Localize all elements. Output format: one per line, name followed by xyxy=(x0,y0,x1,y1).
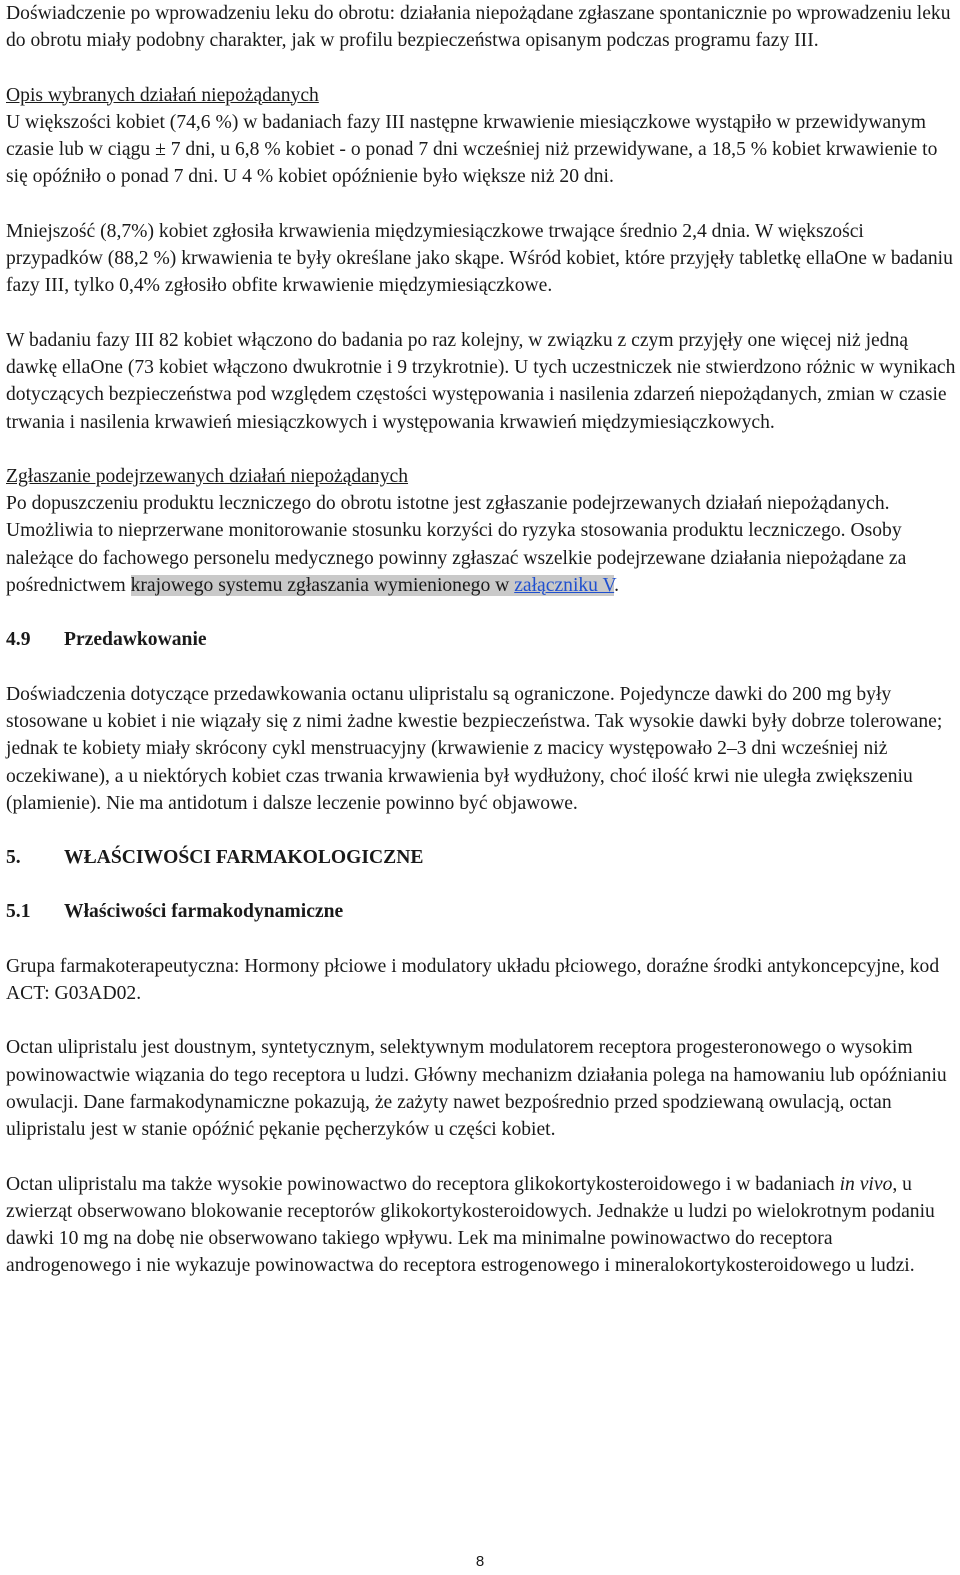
reporting-body: Po dopuszczeniu produktu leczniczego do obrotu istotne jest zgłaszanie podejrzewanych działań niepożądanych. Umożliwia to nieprzerwane monitorowanie stosunku korzyści do ryzyka stosowania produktu leczniczego. Osoby należące do fachowego personelu medycznego powinny zgłaszać wszelkie podejrzewane działania niepożądane za pośrednictwem krajowego systemu zgłaszania wymienionego w załączniku V. xyxy=(6,493,907,597)
reporting-section xyxy=(6,463,956,599)
section-5-number: 5. xyxy=(6,847,21,869)
section-5-title: WŁAŚCIWOŚCI FARMAKOLOGICZNE xyxy=(64,847,424,869)
selected-adverse-body: U większości kobiet (74,6 %) w badaniach fazy III następne krwawienie miesiączkowe wystąpiło w przewidywanym czasie lub w ciągu ± 7 dni, u 6,8 % kobiet - o ponad 7 dni wcześniej niż przewidywane, a 18,5 % kobiet krwawienie to się opóźniło o ponad 7 dni. U 4 % kobiet opóźnienie było większe niż 20 dni. xyxy=(6,111,938,188)
repeat-dose-paragraph: W badaniu fazy III 82 kobiet włączono do badania po raz kolejny, w związku z czym przyjęły one więcej niż jedną dawkę ellaOne (73 kobiet włączono dwukrotnie i 9 trzykrotnie). U tych uczestniczek nie stwierdzono różnic w wynikach dotyczących bezpieczeństwa pod względem częstości występowania i nasilenia zdarzeń niepożądanych, zmian w czasie trwania i nasilenia krwawień miesiączkowych i występowania krwawień międzymiesiączkowych. xyxy=(6,329,956,433)
page-number: 8 xyxy=(475,1553,485,1570)
section-5-1-heading xyxy=(6,898,956,925)
section-5-1-number: 5.1 xyxy=(6,901,31,923)
reporting-highlight: krajowego systemu zgłaszania wymienionego w załączniku V xyxy=(130,575,615,597)
minority-paragraph: Mniejszość (8,7%) kobiet zgłosiła krwawienia międzymiesiączkowe trwające średnio 2,4 dnia. W większości przypadków (88,2 %) krwawienia te były określane jako skąpe. Wśród kobiet, które przyjęły tabletkę ellaOne w badaniu fazy III, tylko 0,4% zgłosiło obfite krwawienie międzymiesiączkowe. xyxy=(6,220,953,297)
intro-paragraph: Doświadczenie po wprowadzeniu leku do obrotu: działania niepożądane zgłaszane spontanicznie po wprowadzeniu leku do obrotu miały podobny charakter, jak w profilu bezpieczeństwa opisanym podczas programu fazy III. xyxy=(6,3,951,52)
reporting-title: Zgłaszanie podejrzewanych działań niepożądanych xyxy=(6,465,409,487)
mechanism-paragraph: Octan ulipristalu jest doustnym, syntetycznym, selektywnym modulatorem receptora progesteronowego o wysokim powinowactwie wiązania do tego receptora u ludzi. Główny mechanizm działania polega na hamowaniu lub opóźnianiu owulacji. Dane farmakodynamiczne pokazują, że zażyty nawet bezpośrednio przed spodziewaną owulacją, octan ulipristalu jest w stanie opóźnić pękanie pęcherzyków u części kobiet. xyxy=(6,1037,947,1141)
section-4-9-heading xyxy=(6,626,956,653)
overdose-paragraph: Doświadczenia dotyczące przedawkowania octanu ulipristalu są ograniczone. Pojedyncze dawki do 200 mg były stosowane u kobiet i nie wiązały się z nimi żadne kwestie bezpieczeństwa. Tak wysokie dawki były dobrze tolerowane; jednak te kobiety miały skrócony cykl menstruacyjny (krwawienie z macicy występowało 2–3 dni wcześniej niż oczekiwane), a u niektórych kobiet czas trwania krwawienia był wydłużony, choć ilość krwi nie uległa zwiększeniu (plamienie). Nie ma antidotum i dalsze leczenie powinno być objawowe. xyxy=(6,683,943,814)
in-vivo-italic: in vivo xyxy=(839,1173,893,1195)
affinity-paragraph: Octan ulipristalu ma także wysokie powinowactwo do receptora glikokortykosteroidowego i w badaniach in vivo, u zwierząt obserwowano blokowanie receptorów glikokortykosteroidowych. Jednakże u ludzi po wielokrotnym podaniu dawki 10 mg na dobę nie obserwowano takiego wpływu. Lek ma minimalne powinowactwo do receptora androgenowego i nie wykazuje powinowactwa do receptora estrogenowego i mineralokortykosteroidowego u ludzi. xyxy=(6,1173,935,1277)
section-5-1-title: Właściwości farmakodynamiczne xyxy=(64,901,344,923)
section-5-heading xyxy=(6,844,956,871)
pharmacotherapeutic-group-paragraph: Grupa farmakoterapeutyczna: Hormony płciowe i modulatory układu płciowego, doraźne środki antykoncepcyjne, kod ACT: G03AD02. xyxy=(6,955,940,1005)
document-page xyxy=(6,0,956,1307)
selected-adverse-title: Opis wybranych działań niepożądanych xyxy=(6,84,319,106)
selected-adverse-section xyxy=(6,82,956,191)
section-4-9-number: 4.9 xyxy=(6,629,31,651)
section-4-9-title: Przedawkowanie xyxy=(64,629,207,651)
annex-v-link[interactable]: załączniku V xyxy=(514,575,615,597)
